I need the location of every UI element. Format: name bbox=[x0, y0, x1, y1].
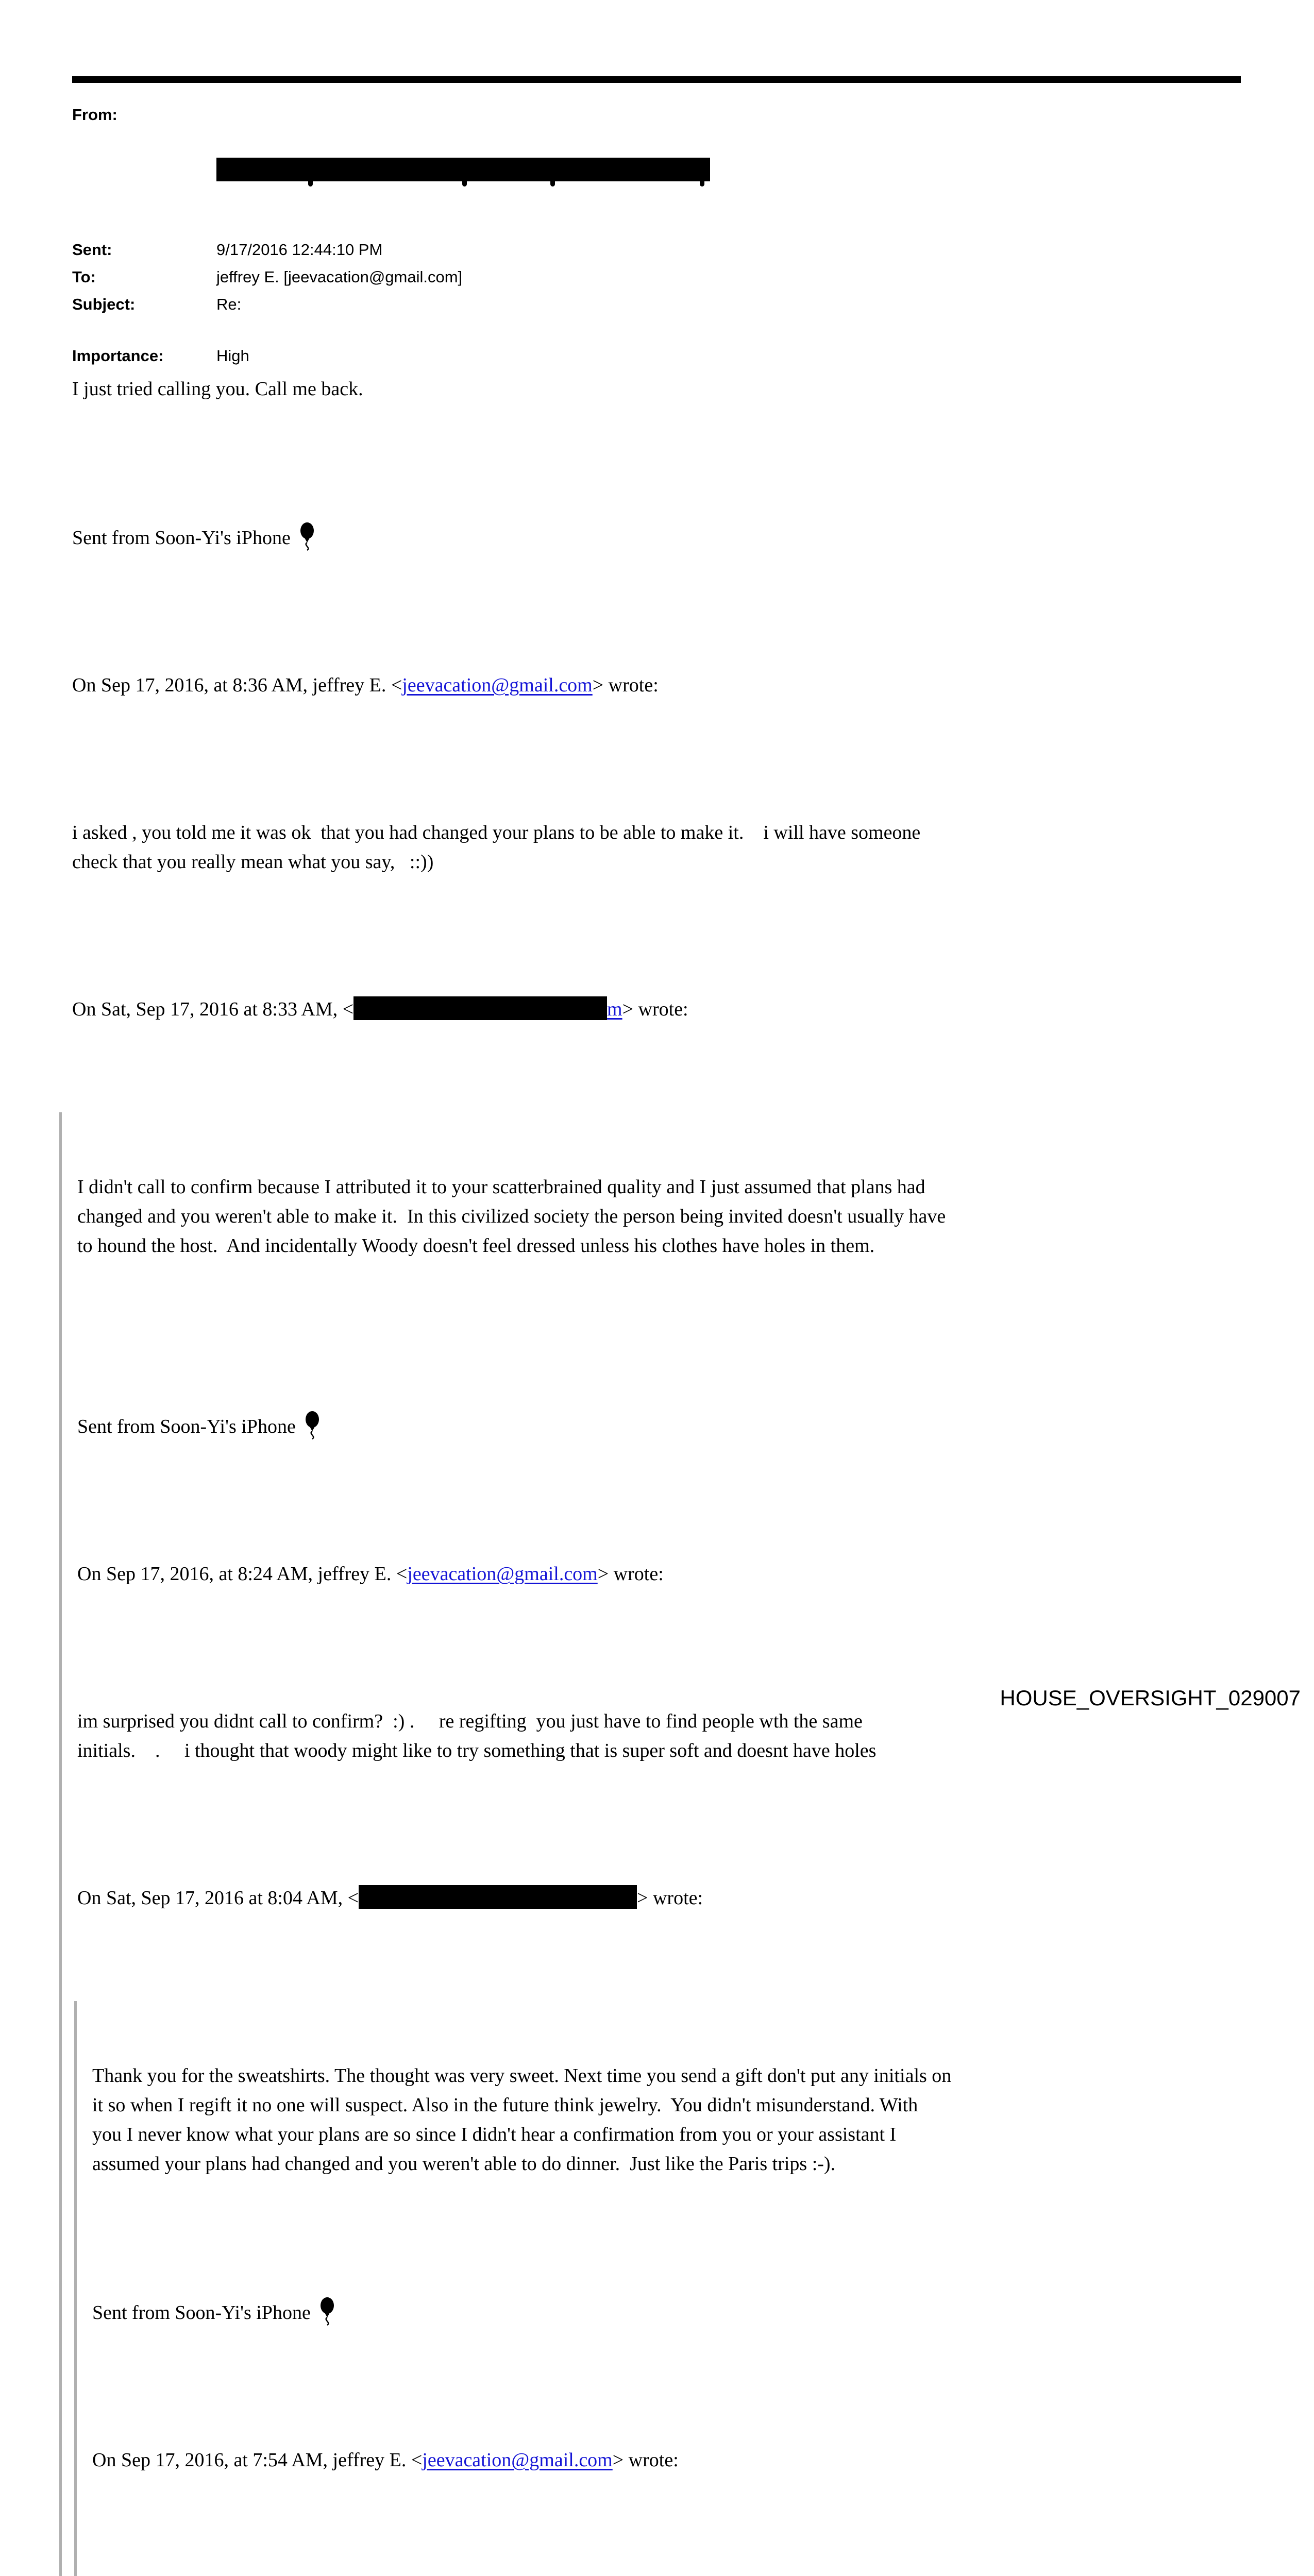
email-body bbox=[72, 286, 1306, 2576]
redaction-descender-mark bbox=[308, 181, 313, 187]
balloon-icon bbox=[298, 522, 316, 551]
quoted-message-level-1 bbox=[59, 1112, 1306, 2576]
redaction-descender-mark bbox=[700, 181, 704, 187]
attribution-line-836: On Sep 17, 2016, at 8:36 AM, jeffrey E. <jeevacation@gmail.com> wrote: bbox=[72, 674, 659, 696]
message-text: im surprised you didnt call to confirm? :) . re regifting you just have to find people wth the same initials. . i thought that woody might like to try something that is super soft and doesnt have holes bbox=[77, 1710, 877, 1761]
attribution-line-824: On Sep 17, 2016, at 8:24 AM, jeffrey E. <jeevacation@gmail.com> wrote: bbox=[77, 1563, 664, 1585]
from-redaction-bar bbox=[216, 158, 710, 181]
email-link[interactable]: jeevacation@gmail.com bbox=[407, 1563, 598, 1585]
subject-label: Subject: bbox=[72, 295, 136, 313]
message-text: Thank you for the sweatshirts. The thought was very sweet. Next time you send a gift don't put any initials on it so when I regift it no one will suspect. Also in the future think jewelry. You didn't misunderstand. With you I never know what your plans are so since I didn't hear a confirmation from you or your assistant I assumed your plans had changed and you weren't able to do dinner. Just like the Paris trips :-). bbox=[92, 2065, 952, 2175]
importance-label: Importance: bbox=[72, 347, 164, 365]
signature-line bbox=[92, 2297, 1306, 2328]
attribution-line-754: On Sep 17, 2016, at 7:54 AM, jeffrey E. <jeevacation@gmail.com> wrote: bbox=[92, 2449, 679, 2471]
redaction-bar bbox=[353, 996, 607, 1020]
signature-line bbox=[77, 1411, 1306, 1442]
signature-text: Sent from Soon-Yi's iPhone bbox=[92, 2302, 316, 2324]
sent-value: 9/17/2016 12:44:10 PM bbox=[216, 241, 383, 259]
header-row-from bbox=[72, 101, 710, 236]
redaction-bar bbox=[359, 1885, 637, 1909]
attribution-line-833: On Sat, Sep 17, 2016 at 8:33 AM, < m> wrote: bbox=[72, 995, 1306, 1024]
quoted-message-level-2 bbox=[74, 2001, 1306, 2576]
top-divider-rule bbox=[72, 76, 1241, 83]
redaction-descender-mark bbox=[550, 181, 555, 187]
to-label: To: bbox=[72, 268, 96, 286]
from-label: From: bbox=[72, 106, 117, 124]
email-link[interactable]: jeevacation@gmail.com bbox=[402, 674, 593, 696]
message-text: I just tried calling you. Call me back. bbox=[72, 378, 363, 400]
email-link[interactable]: jeevacation@gmail.com bbox=[422, 2449, 613, 2471]
signature-line bbox=[72, 522, 1306, 553]
balloon-icon bbox=[304, 1411, 321, 1439]
attribution-line-804: On Sat, Sep 17, 2016 at 8:04 AM, < > wrote: bbox=[77, 1884, 1306, 1913]
to-value: jeffrey E. [jeevacation@gmail.com] bbox=[216, 268, 463, 286]
balloon-icon bbox=[318, 2297, 336, 2326]
signature-text: Sent from Soon-Yi's iPhone bbox=[72, 527, 296, 549]
sent-label: Sent: bbox=[72, 241, 112, 259]
redaction-descender-mark bbox=[462, 181, 467, 187]
redacted-email-tail-link[interactable]: m bbox=[607, 998, 622, 1020]
importance-value: High bbox=[216, 347, 249, 365]
header-row-sent bbox=[72, 236, 710, 263]
bates-number: HOUSE_OVERSIGHT_029007 bbox=[1000, 1686, 1301, 1710]
message-text: i asked , you told me it was ok that you had changed your plans to be able to make it. i will have someone check that you really mean what you say, ::)) bbox=[72, 822, 921, 873]
from-value bbox=[216, 101, 710, 236]
message-text: I didn't call to confirm because I attributed it to your scatterbrained quality and I just assumed that plans had changed and you weren't able to make it. In this civilized society the person being invited doesn't usually have to hound the host. And incidentally Woody doesn't feel dressed unless his clothes have holes in them. bbox=[77, 1176, 946, 1257]
signature-text: Sent from Soon-Yi's iPhone bbox=[77, 1416, 301, 1437]
